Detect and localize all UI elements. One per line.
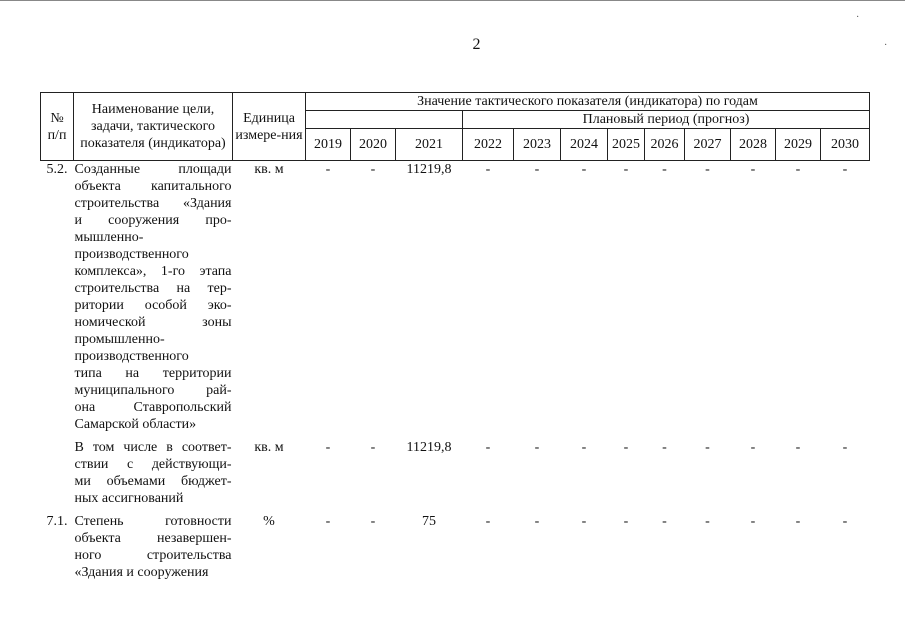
- col-header-unit: Единица измере-ния: [233, 93, 306, 161]
- row-number: 5.2.: [46, 162, 68, 177]
- col-header-number: № п/п: [41, 93, 74, 161]
- indicator-name: [74, 439, 233, 507]
- year-value: -: [750, 162, 756, 177]
- indicator-name-line: Самарской области»: [74, 417, 197, 432]
- indicator-name-line: ного строительства: [74, 548, 232, 563]
- year-value: -: [662, 162, 667, 177]
- col-header-year: 2021: [396, 129, 463, 161]
- col-header-year: 2027: [685, 129, 731, 161]
- col-header-plan-period: Плановый период (прогноз): [463, 111, 870, 129]
- indicator-name-line: мышленно-: [74, 230, 144, 245]
- year-value: -: [581, 514, 587, 529]
- year-value: -: [485, 440, 491, 455]
- indicator-name-line: муниципального рай-: [74, 383, 232, 398]
- indicator-name-line: комплекса», 1-го этапа: [74, 264, 232, 279]
- indicator-name-line: Степень готовности: [74, 514, 232, 529]
- indicator-name-line: ми объемами бюджет-: [74, 474, 232, 489]
- year-value: -: [662, 514, 667, 529]
- year-value: -: [705, 162, 710, 177]
- year-value: -: [750, 440, 756, 455]
- year-value: -: [581, 440, 587, 455]
- year-value: -: [485, 514, 491, 529]
- year-value: 11219,8: [406, 440, 452, 455]
- year-value: -: [370, 440, 376, 455]
- year-value: -: [534, 440, 540, 455]
- year-value: -: [485, 162, 491, 177]
- col-header-base-blank: [306, 111, 463, 129]
- unit: кв. м: [254, 162, 284, 177]
- unit: %: [263, 514, 275, 529]
- table-row: [41, 439, 870, 507]
- col-header-name: Наименование цели, задачи, тактического показателя (индикатора): [74, 93, 233, 161]
- indicator-name-line: номической зоны: [74, 315, 232, 330]
- indicator-name-line: производственного: [74, 247, 189, 262]
- col-header-year: 2025: [608, 129, 645, 161]
- year-value: -: [623, 514, 629, 529]
- year-value: -: [370, 162, 376, 177]
- scan-speck: ·: [856, 12, 860, 23]
- table-row: [41, 161, 870, 434]
- indicator-name-line: строительства «Здания: [74, 196, 232, 211]
- indicator-name-line: объекта незавершен-: [74, 531, 232, 546]
- indicator-name-line: «Здания и сооружения: [74, 565, 209, 580]
- col-header-year: 2024: [561, 129, 608, 161]
- col-header-year: 2022: [463, 129, 514, 161]
- col-header-year: 2023: [514, 129, 561, 161]
- indicator-name-line: она Ставропольский: [74, 400, 232, 415]
- col-header-year: 2029: [776, 129, 821, 161]
- unit: кв. м: [254, 440, 284, 455]
- year-value: -: [370, 514, 376, 529]
- year-value: -: [842, 162, 848, 177]
- year-value: -: [534, 162, 540, 177]
- indicator-name-line: производственного: [74, 349, 189, 364]
- year-value: -: [705, 514, 710, 529]
- year-value: -: [623, 162, 629, 177]
- scan-speck: ·: [884, 40, 888, 51]
- col-header-values-by-year: Значение тактического показателя (индикатора) по годам: [306, 93, 870, 111]
- year-value: -: [662, 440, 667, 455]
- year-value: -: [325, 162, 331, 177]
- col-header-year: 2020: [351, 129, 396, 161]
- page-number: 2: [472, 36, 481, 53]
- scan-top-edge: [0, 0, 905, 1]
- year-value: -: [325, 440, 331, 455]
- indicator-name-line: и сооружения про-: [74, 213, 232, 228]
- indicator-name-line: промышленно-: [74, 332, 165, 347]
- year-value: -: [795, 440, 801, 455]
- year-value: -: [842, 440, 848, 455]
- table-row: [41, 513, 870, 581]
- row-number: [41, 439, 74, 507]
- year-value: -: [581, 162, 587, 177]
- indicator-name-line: типа на территории: [74, 366, 232, 381]
- col-header-year: 2028: [731, 129, 776, 161]
- year-value: -: [325, 514, 331, 529]
- col-header-year: 2019: [306, 129, 351, 161]
- indicator-name: [74, 513, 233, 581]
- year-value: 75: [422, 514, 436, 529]
- col-header-year: 2026: [645, 129, 685, 161]
- year-value: -: [705, 440, 710, 455]
- year-value: -: [750, 514, 756, 529]
- indicator-name-line: ных ассигнований: [74, 491, 184, 506]
- indicator-name-line: объекта капитального: [74, 179, 232, 194]
- year-value: -: [623, 440, 629, 455]
- indicator-name: [74, 161, 233, 434]
- year-value: -: [795, 162, 801, 177]
- indicator-name-line: строительства на тер-: [74, 281, 232, 296]
- indicator-name-line: ритории особой эко-: [74, 298, 232, 313]
- year-value: -: [534, 514, 540, 529]
- indicator-name-line: ствии с действующи-: [74, 457, 232, 472]
- indicator-name-line: Созданные площади: [74, 162, 232, 177]
- year-value: -: [795, 514, 801, 529]
- col-header-year: 2030: [821, 129, 870, 161]
- indicator-table: [40, 92, 870, 581]
- indicator-name-line: В том числе в соответ-: [74, 440, 232, 455]
- year-value: 11219,8: [406, 162, 452, 177]
- year-value: -: [842, 514, 848, 529]
- row-number: 7.1.: [46, 514, 68, 529]
